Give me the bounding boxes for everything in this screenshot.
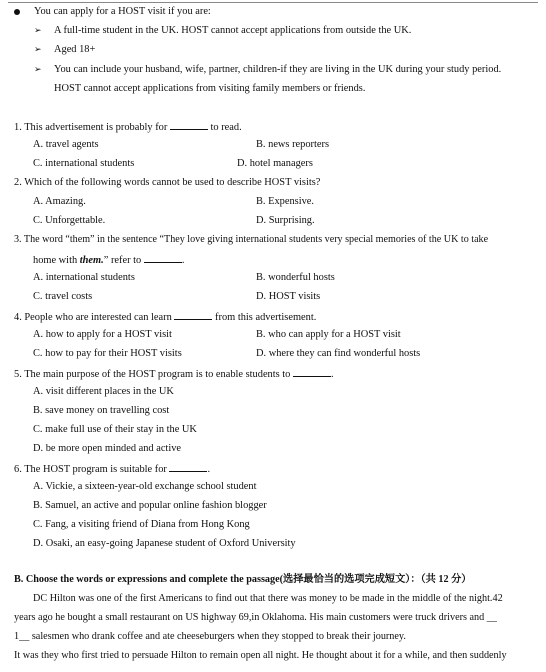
answer-blank <box>170 121 208 130</box>
question-stem: 5. The main purpose of the HOST program is to enable students to . <box>14 369 334 380</box>
option: B. Expensive. <box>256 196 315 207</box>
option: C. Unforgettable. <box>33 215 106 226</box>
passage-line: years ago he bought a small restaurant on US highway 69,in Oklahoma. His main customers were truck drivers and __ <box>14 612 497 623</box>
emphasized-word: them. <box>79 255 104 266</box>
question-stem <box>14 121 242 133</box>
question-stem: 6. The HOST program is suitable for . <box>14 464 211 475</box>
option: D. Osaki, an easy-going Japanese student of Oxford University <box>33 538 296 549</box>
option: D. Surprising. <box>256 215 315 226</box>
option: B. Samuel, an active and popular online fashion blogger <box>33 500 267 511</box>
arrow-icon: ➢ <box>34 25 42 35</box>
stem-text: 5. The main purpose of the HOST program is to enable students to <box>14 369 291 380</box>
top-rule <box>8 2 538 3</box>
section-heading: B. Choose the words or expressions and complete the passage(选择最恰当的选项完成短文）：（共 12 分） <box>14 574 472 585</box>
option: B. who can apply for a HOST visit <box>256 329 401 340</box>
option: C. international students <box>33 158 135 169</box>
option: C. how to pay for their HOST visits <box>33 348 182 359</box>
option: D. be more open minded and active <box>33 443 182 454</box>
stem-text: 4. People who are interested can learn <box>14 312 172 323</box>
answer-blank <box>174 311 212 320</box>
stem-text: 1. This advertisement is probably for <box>14 122 168 133</box>
question-stem-line2: home with them.” refer to . <box>33 255 185 266</box>
stem-text: to read. <box>210 122 242 133</box>
answer-blank <box>169 463 207 472</box>
stem-text: ” refer to <box>103 255 142 266</box>
intro-item: Aged 18+ <box>54 44 96 55</box>
option: A. travel agents <box>33 139 99 150</box>
arrow-icon: ➢ <box>34 64 42 74</box>
passage-line: DC Hilton was one of the first Americans to find out that there was money to be made in the middle of the night.42 <box>33 593 503 604</box>
bullet-dot-icon <box>14 9 20 15</box>
intro-item: A full-time student in the UK. HOST cannot accept applications from outside the UK. <box>54 25 412 36</box>
question-stem: 2. Which of the following words cannot be used to describe HOST visits? <box>14 177 321 188</box>
question-stem <box>14 311 316 323</box>
intro-item: You can include your husband, wife, partner, children-if they are living in the UK during your study period. <box>54 64 502 75</box>
option: B. save money on travelling cost <box>33 405 170 416</box>
stem-text: home with <box>33 255 80 266</box>
answer-blank <box>144 254 182 263</box>
option: D. HOST visits <box>256 291 321 302</box>
option: C. make full use of their stay in the UK <box>33 424 197 435</box>
option: D. where they can find wonderful hosts <box>256 348 421 359</box>
option: B. wonderful hosts <box>256 272 335 283</box>
intro-item: HOST cannot accept applications from visiting family members or friends. <box>54 83 366 94</box>
passage-line: 1__ salesmen who drank coffee and ate cheeseburgers when they stopped to break their journey. <box>14 631 406 642</box>
option: B. news reporters <box>256 139 330 150</box>
question-stem: 3. The word “them” in the sentence “They love giving international students very special memories of the UK to take <box>14 234 489 245</box>
option: A. how to apply for a HOST visit <box>33 329 172 340</box>
option: A. international students <box>33 272 135 283</box>
arrow-icon: ➢ <box>34 44 42 54</box>
passage-line: It was they who first tried to persuade Hilton to remain open all night. He thought about it for a while, and then suddenly <box>14 650 507 661</box>
stem-text: from this advertisement. <box>215 312 317 323</box>
answer-blank <box>293 368 331 377</box>
option: A. Vickie, a sixteen-year-old exchange school student <box>33 481 257 492</box>
stem-text: 6. The HOST program is suitable for <box>14 464 167 475</box>
option: A. visit different places in the UK <box>33 386 174 397</box>
option: D. hotel managers <box>237 158 313 169</box>
intro-bullet-text: You can apply for a HOST visit if you are: <box>34 6 211 17</box>
option: A. Amazing. <box>33 196 86 207</box>
option: C. Fang, a visiting friend of Diana from Hong Kong <box>33 519 250 530</box>
option: C. travel costs <box>33 291 93 302</box>
